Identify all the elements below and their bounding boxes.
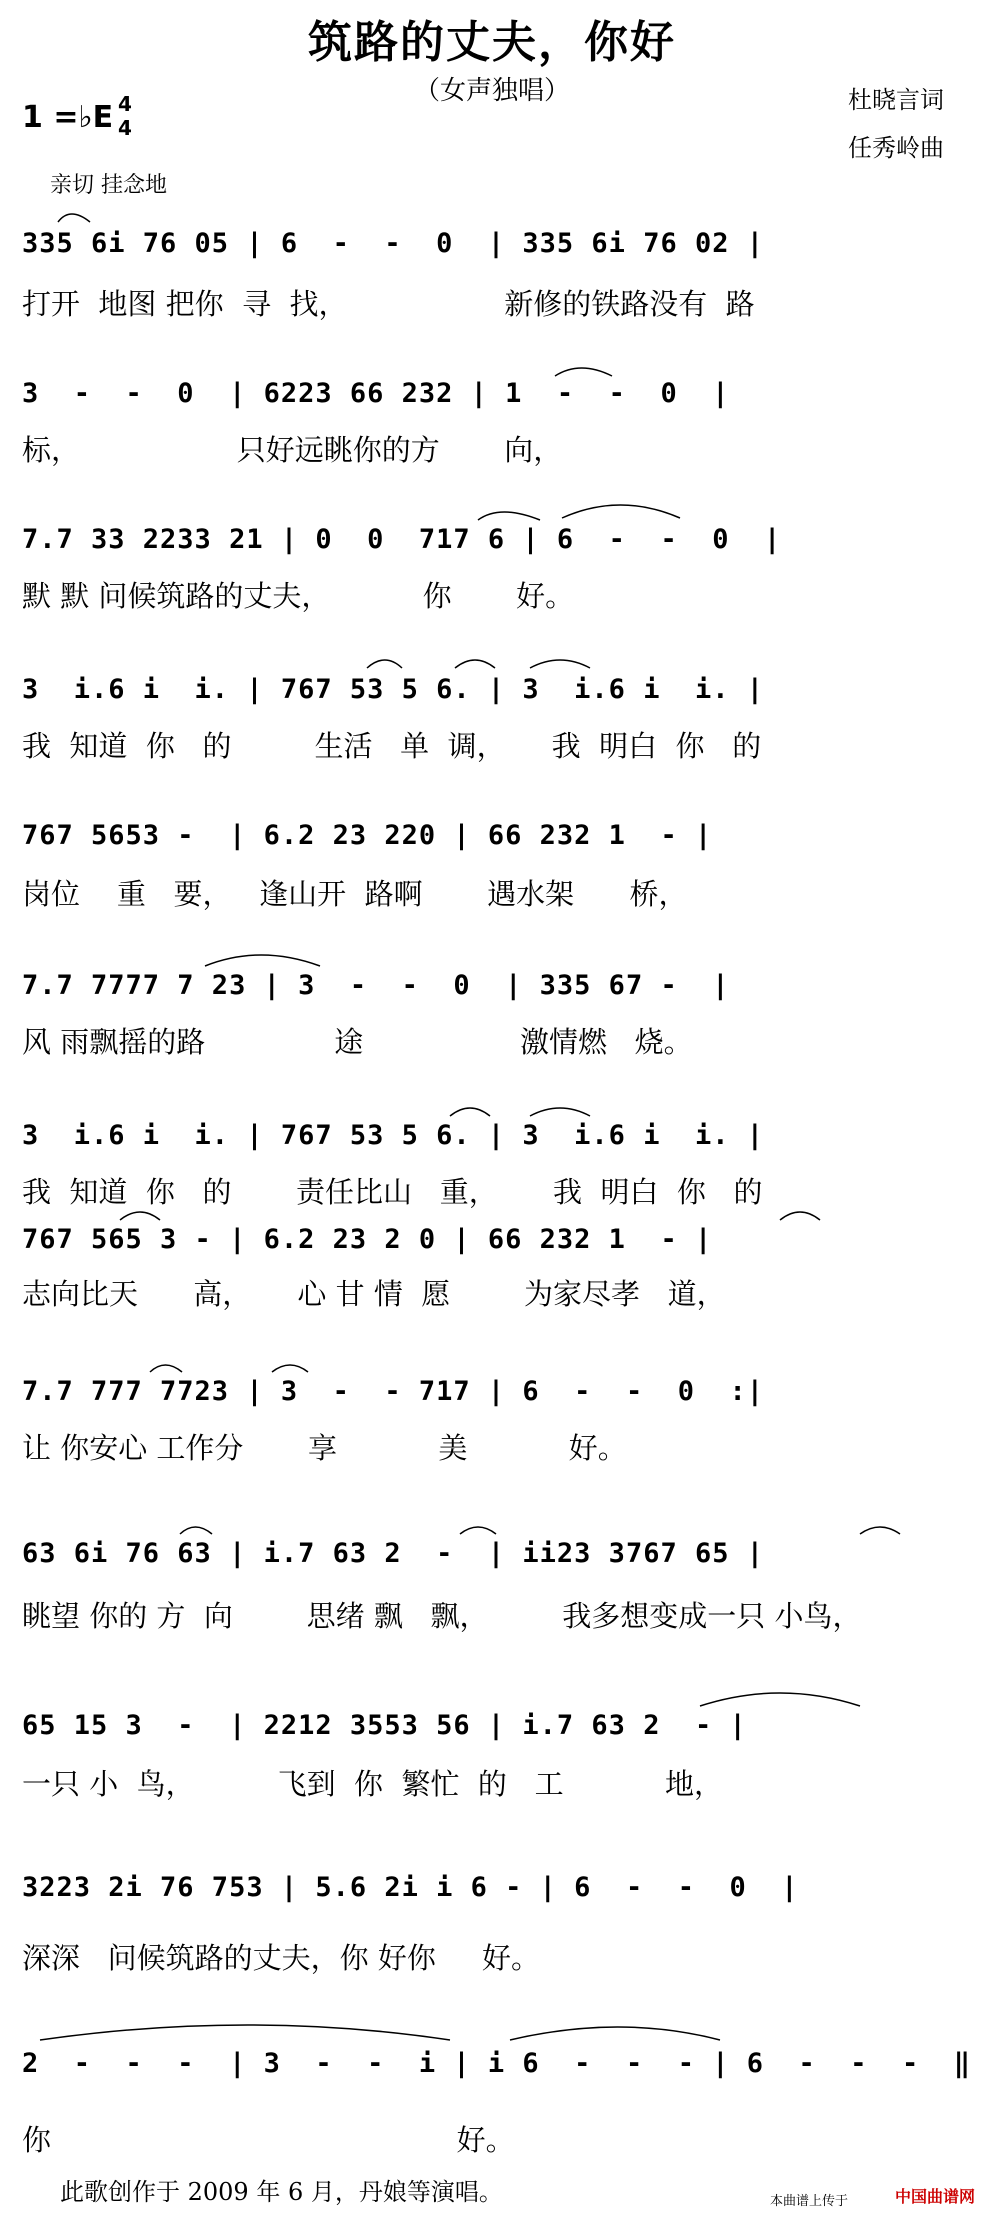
notes-line-3: 7.7 33 2233 21 | 0 0 717 6 | 6 - - 0 | — [22, 524, 782, 555]
composer-credit: 任秀岭曲 — [848, 134, 944, 162]
slur-mark — [150, 1365, 182, 1372]
slur-mark — [460, 1527, 496, 1534]
notes-line-2: 3 - - 0 | 6223 66 232 | 1 - - 0 | — [22, 378, 730, 409]
lyrics-line-8: 志向比天 高， 心 甘 情 愿 为家尽孝 道， — [22, 1277, 726, 1311]
time-signature-top: 4 — [118, 92, 132, 116]
slur-mark — [530, 660, 590, 668]
slur-mark — [120, 1212, 160, 1220]
notes-line-9: 7.7 777 7723 | 3 - - 717 | 6 - - 0 :| — [22, 1376, 764, 1407]
notes-line-12: 3223 2i 76 753 | 5.6 2i i 6 - | 6 - - 0 | — [22, 1872, 799, 1903]
notes-line-13: 2 - - - | 3 - - i | i 6 - - - | 6 - - - ‖ — [22, 2048, 972, 2079]
notes-line-7: 3 i.6 i i. | 767 53 5 6. | 3 i.6 i i. | — [22, 1120, 764, 1151]
expression-mark: 亲切 挂念地 — [50, 173, 167, 198]
slur-mark — [510, 2027, 720, 2040]
slur-mark — [40, 2025, 450, 2040]
lyrics-line-13: 你 好。 — [22, 2123, 515, 2157]
lyrics-line-3: 默 默 问候筑路的丈夫， 你 好。 — [22, 579, 575, 613]
notes-line-5: 767 5653 - | 6.2 23 220 | 66 232 1 - | — [22, 820, 713, 851]
notes-line-6: 7.7 7777 7 23 | 3 - - 0 | 335 67 - | — [22, 970, 730, 1001]
site-logo[interactable]: 中国曲谱网 — [895, 2187, 976, 2206]
lyrics-line-5: 岗位 重 要， 逢山开 路啊 遇水架 桥， — [22, 877, 688, 911]
slur-mark — [58, 214, 90, 222]
lyrics-line-11: 一只 小 鸟， 飞到 你 繁忙 的 工 地， — [22, 1767, 723, 1801]
slur-mark — [530, 1108, 590, 1116]
notes-line-8: 767 565 3 - | 6.2 23 2 0 | 66 232 1 - | — [22, 1224, 713, 1255]
notes-line-10: 63 6i 76 63 | i.7 63 2 - | ii23 3767 65 | — [22, 1538, 764, 1569]
notes-line-4: 3 i.6 i i. | 767 53 5 6. | 3 i.6 i i. | — [22, 674, 764, 705]
lyrics-line-2: 标， 只好远眺你的方 向， — [22, 433, 563, 467]
slur-mark — [555, 368, 612, 376]
slur-mark — [478, 512, 540, 520]
lyrics-line-10: 眺望 你的 方 向 思绪 飘 飘， 我多想变成一只 小鸟， — [22, 1599, 862, 1633]
slur-mark — [205, 955, 320, 966]
slur-mark — [455, 660, 495, 668]
song-subtitle: （女声独唱） — [413, 76, 570, 106]
slur-mark — [272, 1365, 308, 1372]
key-signature: 1 =♭E — [22, 100, 114, 135]
lyrics-line-7: 我 知道 你 的 责任比山 重， 我 明白 你 的 — [22, 1175, 763, 1209]
lyrics-line-12: 深深 问候筑路的丈夫，你 好你 好。 — [22, 1941, 540, 1975]
lyrics-line-1: 打开 地图 把你 寻 找， 新修的铁路没有 路 — [22, 287, 755, 321]
slur-mark — [562, 505, 680, 518]
slur-mark — [860, 1527, 900, 1534]
slur-mark — [700, 1693, 860, 1706]
lyrics-line-4: 我 知道 你 的 生活 单 调， 我 明白 你 的 — [22, 729, 762, 763]
lyricist-credit: 杜晓言词 — [848, 86, 944, 114]
slur-mark — [780, 1212, 820, 1220]
lyrics-line-6: 风 雨飘摇的路 途 激情燃 烧。 — [22, 1025, 693, 1059]
lyrics-line-9: 让 你安心 工作分 享 美 好。 — [22, 1431, 627, 1465]
slur-mark — [367, 660, 402, 668]
time-signature-bottom: 4 — [118, 116, 132, 140]
notes-line-1: 335 6i 76 05 | 6 - - 0 | 335 6i 76 02 | — [22, 228, 764, 259]
footer-note: 此歌创作于 2009 年 6 月，丹娘等演唱。 — [60, 2178, 503, 2206]
slur-mark — [180, 1527, 212, 1534]
song-title: 筑路的丈夫，你好 — [308, 17, 676, 68]
notes-line-11: 65 15 3 - | 2212 3553 56 | i.7 63 2 - | — [22, 1710, 747, 1741]
slur-mark — [450, 1108, 490, 1116]
upload-note: 本曲谱上传于 — [770, 2194, 849, 2209]
